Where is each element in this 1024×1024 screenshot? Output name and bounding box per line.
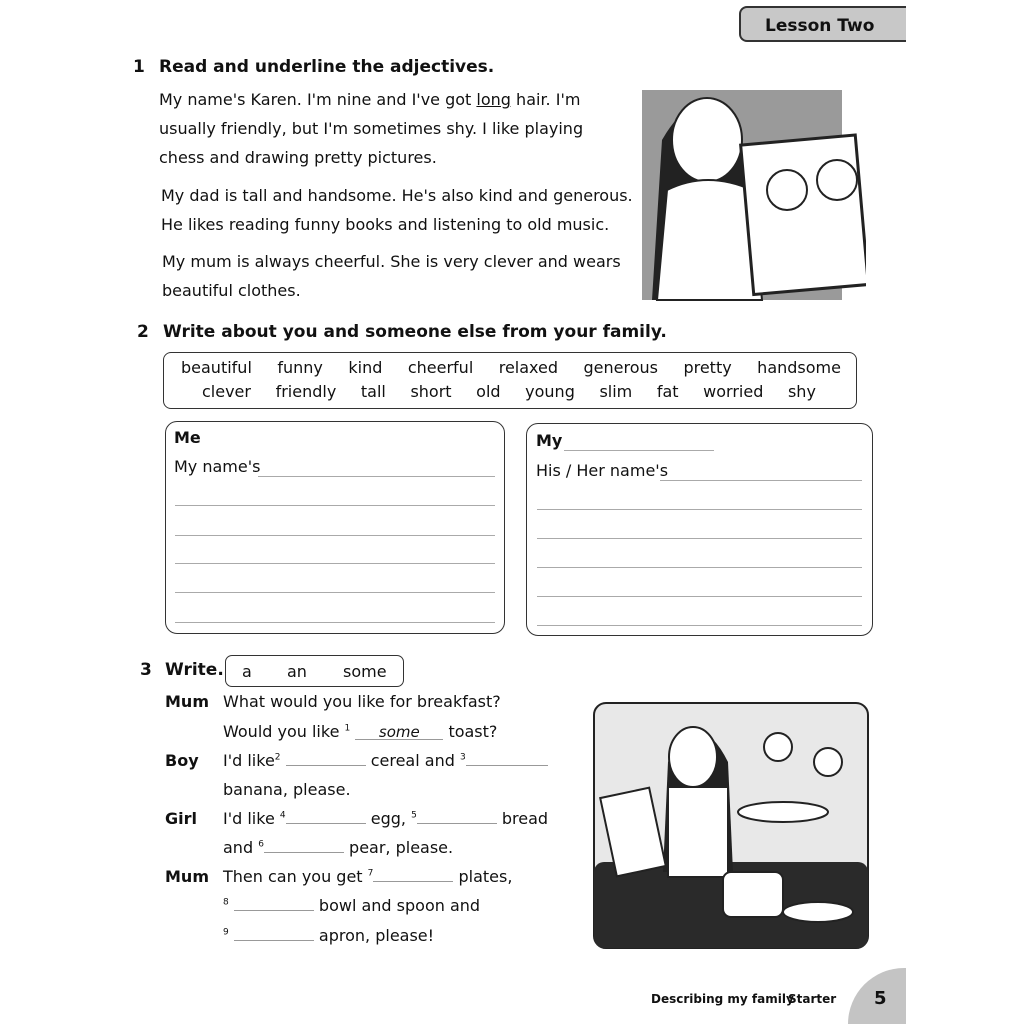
writing-line[interactable] bbox=[175, 622, 495, 623]
answer-blank-9[interactable] bbox=[234, 926, 314, 941]
text-line: beautiful clothes. bbox=[162, 281, 301, 300]
answer-blank-1[interactable]: some bbox=[355, 725, 443, 740]
level-label: Starter bbox=[788, 992, 837, 1006]
text-line: My mum is always cheerful. She is very clever and wears bbox=[162, 252, 621, 271]
writing-line[interactable] bbox=[564, 450, 714, 451]
word: relaxed bbox=[498, 358, 559, 377]
text-line: My name's Karen. I'm nine and I've got long hair. I'm bbox=[159, 90, 581, 109]
dialog-line: What would you like for breakfast? bbox=[223, 692, 501, 711]
text-line: He likes reading funny books and listening to old music. bbox=[161, 215, 610, 234]
writing-line[interactable] bbox=[537, 538, 862, 539]
word: worried bbox=[703, 382, 764, 401]
speaker-label: Mum bbox=[165, 867, 209, 886]
exercise-number: 1 bbox=[133, 57, 145, 77]
option-word: a bbox=[242, 662, 252, 681]
me-box-title: Me bbox=[174, 428, 201, 447]
karen-illustration bbox=[642, 80, 866, 302]
writing-line[interactable] bbox=[537, 567, 862, 568]
answer-blank-4[interactable] bbox=[286, 809, 366, 824]
word: shy bbox=[787, 382, 816, 401]
answer-blank-7[interactable] bbox=[373, 867, 453, 882]
option-word: an bbox=[287, 662, 307, 681]
writing-line[interactable] bbox=[175, 563, 495, 564]
word: beautiful bbox=[181, 358, 252, 377]
dialog-line: banana, please. bbox=[223, 780, 351, 799]
option-word: some bbox=[343, 662, 387, 681]
writing-line[interactable] bbox=[660, 480, 862, 481]
answer-blank-2[interactable] bbox=[286, 751, 366, 766]
dialog-line: and $^6$ pear, please. bbox=[223, 838, 454, 857]
dialog-line: $^9$ apron, please! bbox=[223, 926, 435, 945]
me-writing-box[interactable] bbox=[165, 421, 505, 634]
dialog-line: Would you like $^1$ some toast? bbox=[223, 722, 498, 741]
family-box-title: My bbox=[536, 431, 563, 450]
exercise-number: 2 bbox=[137, 322, 149, 342]
lesson-badge: Lesson Two bbox=[739, 6, 906, 42]
answer-blank-8[interactable] bbox=[234, 896, 314, 911]
writing-line[interactable] bbox=[537, 625, 862, 626]
underlined-word: long bbox=[476, 90, 511, 109]
text-line: chess and drawing pretty pictures. bbox=[159, 148, 437, 167]
dialog-line: I'd like $^4$ egg, $^5$ bread bbox=[223, 809, 549, 828]
text-line: usually friendly, but I'm sometimes shy. I like playing bbox=[159, 119, 584, 138]
dialog-line: Then can you get $^7$ plates, bbox=[223, 867, 513, 886]
word: generous bbox=[583, 358, 658, 377]
speaker-label: Boy bbox=[165, 751, 199, 770]
writing-line[interactable] bbox=[537, 596, 862, 597]
exercise-number: 3 bbox=[140, 660, 152, 680]
word-row bbox=[202, 382, 816, 401]
exercise-title: Write about you and someone else from your family. bbox=[163, 322, 667, 342]
word: kind bbox=[348, 358, 383, 377]
word: friendly bbox=[275, 382, 337, 401]
writing-line[interactable] bbox=[537, 509, 862, 510]
word: young bbox=[525, 382, 575, 401]
writing-line[interactable] bbox=[175, 592, 495, 593]
word-row bbox=[181, 358, 841, 377]
word: funny bbox=[277, 358, 323, 377]
page-number: 5 bbox=[874, 988, 887, 1009]
answer-blank-6[interactable] bbox=[264, 838, 344, 853]
writing-line[interactable] bbox=[175, 505, 495, 506]
me-name-prompt: My name's bbox=[174, 457, 261, 476]
family-name-prompt: His / Her name's bbox=[536, 461, 669, 480]
answer-blank-3[interactable] bbox=[466, 751, 548, 766]
word: clever bbox=[202, 382, 251, 401]
speaker-label: Girl bbox=[165, 809, 197, 828]
answer-blank-5[interactable] bbox=[417, 809, 497, 824]
family-writing-box[interactable] bbox=[526, 423, 873, 636]
word: old bbox=[476, 382, 501, 401]
exercise-title: Write. bbox=[165, 660, 224, 680]
writing-line[interactable] bbox=[175, 535, 495, 536]
dialog-line: $^8$ bowl and spoon and bbox=[223, 896, 481, 915]
word: tall bbox=[360, 382, 386, 401]
writing-line[interactable] bbox=[258, 476, 495, 477]
word: cheerful bbox=[407, 358, 474, 377]
exercise-title: Read and underline the adjectives. bbox=[159, 57, 495, 77]
breakfast-illustration bbox=[593, 702, 869, 949]
speaker-label: Mum bbox=[165, 692, 209, 711]
word: pretty bbox=[683, 358, 732, 377]
text-line: My dad is tall and handsome. He's also kind and generous. bbox=[161, 186, 633, 205]
word: slim bbox=[599, 382, 633, 401]
word: handsome bbox=[757, 358, 841, 377]
word: fat bbox=[656, 382, 679, 401]
dialog-line: I'd like$^2$ cereal and $^3$ bbox=[223, 751, 548, 770]
unit-title: Describing my family bbox=[651, 992, 794, 1006]
word: short bbox=[410, 382, 452, 401]
